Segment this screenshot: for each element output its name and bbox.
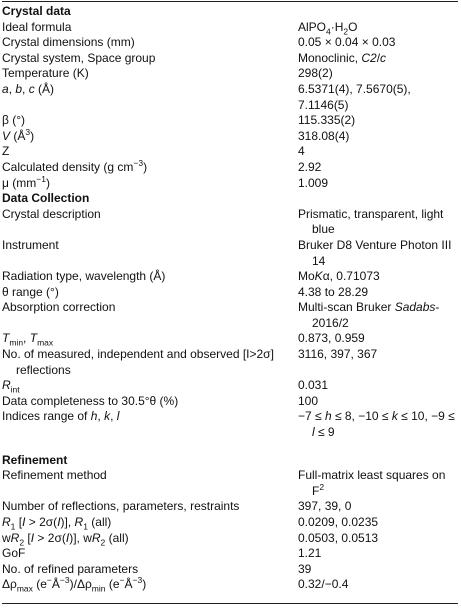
row-label: $\Delta\rho_{max}$ $(e^-Å^{-3})/\Delta\rho_{min}$ $(e^-Å^{-3})$ [2, 575, 147, 594]
table-row [2, 20, 458, 36]
row-spacer [2, 441, 458, 453]
row-label: Crystal dimensions (mm) [2, 35, 135, 50]
row-value: Multi-scan Bruker Sadabs-2016/2 [298, 300, 440, 330]
table-row [2, 82, 458, 113]
row-value: 39 [298, 561, 312, 576]
table-row [2, 66, 458, 82]
table-row [2, 468, 458, 499]
row-label: β (°) [2, 113, 26, 128]
row-label: Ideal formula [2, 19, 72, 34]
table-row [2, 238, 458, 269]
row-label: Refinement method [2, 468, 107, 483]
table-row [2, 531, 458, 547]
row-value: 1.21 [298, 546, 322, 561]
row-label: Calculated density (g $cm^{-3}$) [2, 157, 148, 174]
table-row [2, 285, 458, 301]
row-label: Instrument [2, 237, 59, 252]
row-value: 298(2) [298, 66, 333, 81]
table-row [2, 409, 458, 440]
table-row [2, 347, 458, 378]
row-label: Z [2, 144, 10, 159]
row-label: θ range (°) [2, 284, 59, 299]
section-header-refinement: Refinement [2, 452, 68, 467]
row-label: $R_1$ [I > 2σ(I)], $R_1$ (all) [2, 515, 112, 532]
table-row [2, 562, 458, 578]
row-value: Monoclinic, C2/c [298, 50, 387, 65]
row-value: 4.38 to 28.29 [298, 284, 369, 299]
table-row [2, 300, 458, 331]
table-row [2, 35, 458, 51]
row-label: No. of measured, independent and observed [I>2σ] reflections [2, 347, 274, 377]
row-value: 318.08(4) [298, 128, 350, 143]
row-label: $wR_2$ [I > 2σ(I)], $wR_2$ (all) [2, 530, 129, 547]
table-row [2, 207, 458, 238]
row-label: a, b, c (Å) [2, 81, 55, 96]
table-row [2, 577, 458, 593]
row-value: 2.92 [298, 159, 322, 174]
row-label: V $(Å^3)$ [2, 126, 35, 143]
row-label: $R_{int}$ [2, 378, 20, 395]
row-value: Full-matrix least squares on $F^2$ [298, 468, 446, 498]
row-value: 1.009 [298, 175, 329, 190]
table-row [2, 378, 458, 394]
table-row [2, 515, 458, 531]
table-row [2, 394, 458, 410]
row-value: 115.335(2) [298, 113, 356, 128]
row-value: MoKα, 0.71073 [298, 269, 380, 284]
row-value: Prismatic, transparent, light blue [298, 206, 444, 237]
row-value: 3116, 397, 367 [298, 347, 378, 362]
row-label: Crystal system, Space group [2, 50, 156, 65]
row-label: Indices range of h, k, l [2, 409, 120, 424]
row-value: 0.873, 0.959 [298, 331, 365, 346]
table-bottom-rule [2, 603, 458, 604]
row-value: Bruker D8 Venture Photon III 14 [298, 237, 452, 268]
row-value: 0.0209, 0.0235 [298, 515, 379, 529]
table-row [2, 160, 458, 176]
row-label: GoF [2, 546, 26, 561]
row-value: $AlPO_4\cdot H_2O$ [298, 19, 358, 36]
row-label: Absorption correction [2, 300, 116, 315]
table-row [2, 269, 458, 285]
row-value: 0.0503, 0.0513 [298, 530, 379, 545]
row-value: 6.5371(4), 7.5670(5), 7.1146(5) [298, 81, 411, 112]
row-label: μ $(mm^{-1})$ [2, 173, 50, 190]
table-row [2, 499, 458, 515]
row-value: 0.05 × 0.04 × 0.03 [298, 35, 396, 50]
row-value: −7 ≤ h ≤ 8, −10 ≤ k ≤ 10, −9 ≤ l ≤ 9 [298, 409, 455, 440]
table-row [2, 129, 458, 145]
table-row [2, 51, 458, 67]
row-label: Radiation type, wavelength (Å) [2, 269, 166, 284]
table-row [2, 176, 458, 192]
row-label: Number of reflections, parameters, restraints [2, 499, 240, 514]
row-value: 397, 39, 0 [298, 499, 352, 514]
table-row [2, 546, 458, 562]
row-value: 100 [298, 393, 319, 408]
table-row [2, 331, 458, 347]
crystal-data-table [2, 4, 458, 593]
row-value: 4 [298, 144, 305, 159]
row-label: Data completeness to 30.5°θ (%) [2, 393, 179, 408]
row-value: 0.32/−0.4 [298, 577, 349, 592]
section-header-data-collection: Data Collection [2, 191, 90, 206]
row-label: No. of refined parameters [2, 561, 139, 576]
table-top-rule [2, 1, 458, 2]
table-row [2, 144, 458, 160]
row-value: 0.031 [298, 378, 329, 393]
row-label: Crystal description [2, 206, 101, 221]
section-header-crystal-data: Crystal data [2, 4, 71, 18]
row-label: $T_{min}$, $T_{max}$ [2, 331, 54, 348]
row-label: Temperature (K) [2, 66, 89, 81]
table-row [2, 113, 458, 129]
